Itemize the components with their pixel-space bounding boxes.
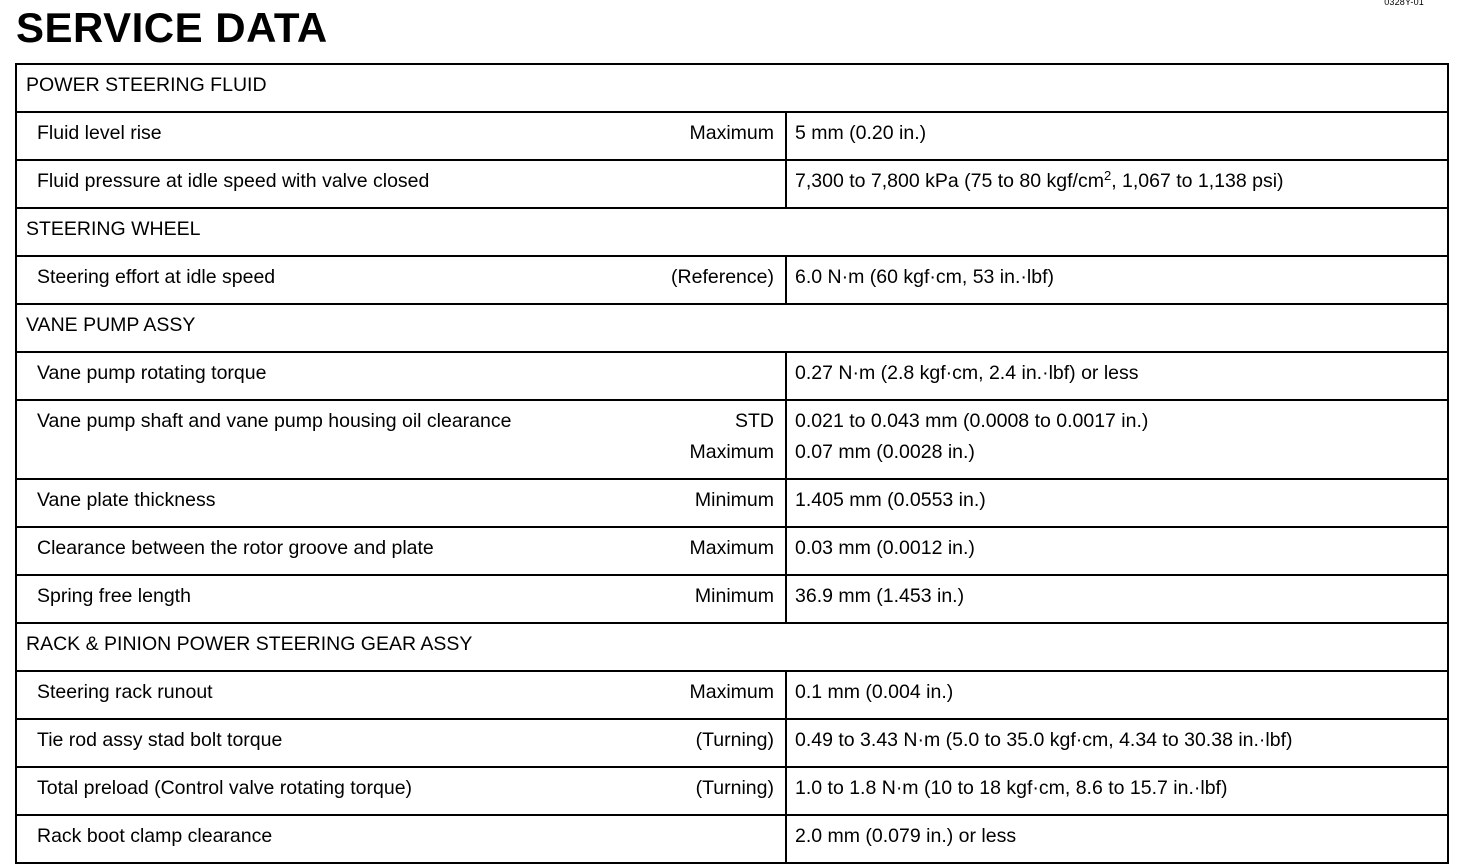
spec-item-cell <box>16 815 786 863</box>
spec-value: 0.07 mm (0.0028 in.) <box>795 441 975 463</box>
spec-condition-group <box>671 262 774 293</box>
spec-value: 0.1 mm (0.004 in.) <box>795 681 954 703</box>
spec-item-cell <box>16 400 786 479</box>
spec-value: 1.405 mm (0.0553 in.) <box>795 489 986 511</box>
spec-item-cell <box>16 767 786 815</box>
spec-item-name: Vane pump shaft and vane pump housing oil clearance <box>37 410 512 432</box>
spec-item-cell <box>16 112 786 160</box>
spec-condition-group <box>769 821 774 852</box>
spec-value: 2.0 mm (0.079 in.) or less <box>795 825 1017 847</box>
spec-value-cell <box>786 400 1448 479</box>
spec-item-name: Vane pump rotating torque <box>37 362 267 384</box>
section-header-row <box>16 64 1448 112</box>
section-title: POWER STEERING FLUID <box>16 64 1448 112</box>
spec-condition <box>769 166 774 197</box>
spec-condition-group <box>696 773 774 804</box>
spec-value <box>795 166 1447 197</box>
spec-value-cell <box>786 352 1448 400</box>
spec-value-text: 7,300 to 7,800 kPa (75 to 80 kgf/cm <box>795 170 1104 192</box>
spec-condition <box>769 358 774 389</box>
spec-row <box>16 719 1448 767</box>
spec-item-cell <box>16 719 786 767</box>
spec-value: 0.49 to 3.43 N·m (5.0 to 35.0 kgf·cm, 4.34 to 30.38 in.·lbf) <box>795 729 1293 751</box>
spec-condition-group <box>689 533 774 564</box>
spec-row <box>16 575 1448 623</box>
spec-row <box>16 767 1448 815</box>
spec-item-name: Spring free length <box>37 585 191 607</box>
spec-row <box>16 352 1448 400</box>
spec-item-name: Total preload (Control valve rotating torque) <box>37 777 413 799</box>
spec-value: 0.27 N·m (2.8 kgf·cm, 2.4 in.·lbf) or less <box>795 362 1139 384</box>
service-data-table <box>15 63 1449 864</box>
document-code: 0328Y-01 <box>1384 0 1424 7</box>
spec-item-cell <box>16 479 786 527</box>
spec-value: 0.03 mm (0.0012 in.) <box>795 537 975 559</box>
spec-item-name: Steering rack runout <box>37 681 213 703</box>
section-title: RACK & PINION POWER STEERING GEAR ASSY <box>16 623 1448 671</box>
spec-condition-group <box>695 581 774 612</box>
spec-condition: Minimum <box>694 585 774 607</box>
spec-item-name: Clearance between the rotor groove and plate <box>37 537 434 559</box>
spec-row <box>16 671 1448 719</box>
section-title: STEERING WHEEL <box>16 208 1448 256</box>
spec-condition-group <box>769 166 774 197</box>
spec-row <box>16 815 1448 863</box>
spec-condition: STD <box>735 410 774 432</box>
spec-value: 6.0 N·m (60 kgf·cm, 53 in.·lbf) <box>795 266 1054 288</box>
spec-item-name: Rack boot clamp clearance <box>37 825 273 847</box>
spec-row <box>16 256 1448 304</box>
spec-condition: Minimum <box>694 489 774 511</box>
spec-item-cell <box>16 352 786 400</box>
spec-value-cell <box>786 719 1448 767</box>
spec-condition: Maximum <box>689 681 774 703</box>
spec-condition-group <box>689 677 774 708</box>
spec-value: 5 mm (0.20 in.) <box>795 122 927 144</box>
spec-value-text: , 1,067 to 1,138 psi) <box>1111 170 1284 192</box>
spec-condition: (Turning) <box>695 729 774 751</box>
spec-value-cell <box>786 767 1448 815</box>
spec-condition: (Turning) <box>695 777 774 799</box>
spec-row <box>16 112 1448 160</box>
spec-value: 36.9 mm (1.453 in.) <box>795 585 965 607</box>
spec-item-name: Fluid level rise <box>37 122 162 144</box>
spec-item-name: Steering effort at idle speed <box>37 266 276 288</box>
spec-condition-group <box>695 485 774 516</box>
spec-condition: (Reference) <box>671 266 774 288</box>
spec-value-cell <box>786 112 1448 160</box>
superscript: 2 <box>1103 168 1112 183</box>
spec-condition <box>769 821 774 852</box>
spec-condition: Maximum <box>689 122 774 144</box>
spec-condition: Maximum <box>689 441 774 463</box>
section-header-row <box>16 208 1448 256</box>
section-header-row <box>16 623 1448 671</box>
spec-condition-group <box>696 725 774 756</box>
spec-row <box>16 479 1448 527</box>
spec-value-cell <box>786 575 1448 623</box>
page-title: SERVICE DATA <box>16 4 328 51</box>
spec-item-name: Tie rod assy stad bolt torque <box>37 729 283 751</box>
spec-item-cell <box>16 527 786 575</box>
spec-value-cell <box>786 671 1448 719</box>
spec-item-cell <box>16 256 786 304</box>
spec-item-name: Fluid pressure at idle speed with valve closed <box>37 170 430 192</box>
spec-value-cell <box>786 527 1448 575</box>
spec-item-cell <box>16 575 786 623</box>
section-title: VANE PUMP ASSY <box>16 304 1448 352</box>
spec-condition-group <box>689 406 774 468</box>
spec-item-cell <box>16 160 786 208</box>
spec-value: 1.0 to 1.8 N·m (10 to 18 kgf·cm, 8.6 to 15.7 in.·lbf) <box>795 777 1228 799</box>
spec-value-cell <box>786 256 1448 304</box>
spec-condition: Maximum <box>689 537 774 559</box>
section-header-row <box>16 304 1448 352</box>
spec-row <box>16 400 1448 479</box>
spec-item-name: Vane plate thickness <box>37 489 216 511</box>
spec-value-cell <box>786 479 1448 527</box>
spec-row <box>16 160 1448 208</box>
spec-row <box>16 527 1448 575</box>
spec-condition-group <box>769 358 774 389</box>
spec-item-cell <box>16 671 786 719</box>
spec-condition-group <box>689 118 774 149</box>
spec-value-cell <box>786 815 1448 863</box>
spec-value-cell <box>786 160 1448 208</box>
spec-value: 0.021 to 0.043 mm (0.0008 to 0.0017 in.) <box>795 410 1149 432</box>
